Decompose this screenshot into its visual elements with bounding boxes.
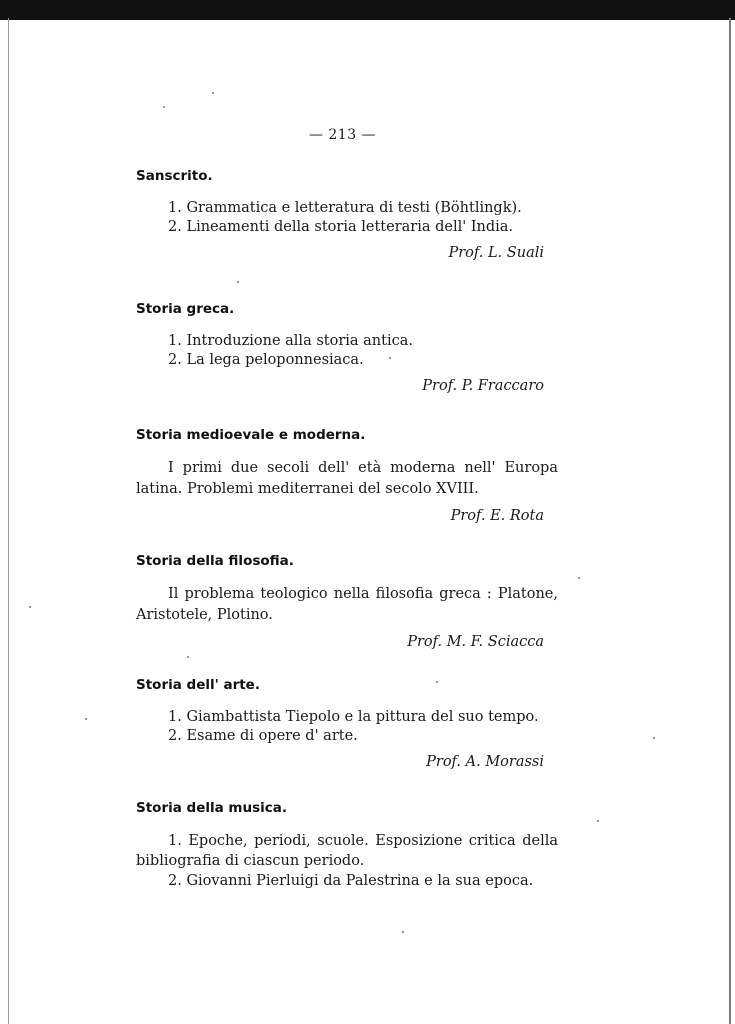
scan-speck [212, 92, 214, 94]
section-heading: Storia della musica. [136, 800, 288, 816]
professor-name: Prof. L. Suali [448, 245, 544, 261]
course-item: 1. Epoche, periodi, scuole. Esposizione critica della bibliografia di ciascun periodo. [136, 833, 558, 869]
scan-speck [653, 737, 655, 739]
course-item: 1. Grammatica e letteratura di testi (Böhtlingk). [168, 200, 522, 216]
scan-speck [402, 931, 404, 933]
section-heading: Storia greca. [136, 301, 235, 317]
scan-top-edge [0, 0, 735, 20]
scan-right-edge [729, 18, 731, 1024]
scan-speck [187, 656, 189, 658]
section-heading: Sanscrito. [136, 168, 213, 184]
professor-name: Prof. P. Fraccaro [422, 378, 544, 394]
section-storia-filosofia [136, 553, 558, 650]
course-description: I primi due secoli dell' età moderna nell' Europa latina. Problemi mediterranei del secolo XVIII. [136, 460, 558, 497]
section-storia-medioevale [136, 427, 558, 524]
section-storia-arte [136, 677, 558, 770]
professor-name: Prof. E. Rota [450, 508, 544, 524]
section-storia-musica [136, 800, 558, 891]
scan-speck [237, 281, 239, 283]
course-item: 2. Esame di opere d' arte. [168, 728, 358, 744]
scan-speck [85, 718, 87, 720]
section-heading: Storia medioevale e moderna. [136, 427, 366, 443]
course-item: 2. Giovanni Pierluigi da Palestrina e la sua epoca. [168, 873, 534, 889]
scan-speck [389, 357, 391, 359]
course-item: 2. Lineamenti della storia letteraria dell' India. [168, 219, 514, 235]
scan-left-edge [8, 18, 9, 1024]
professor-name: Prof. A. Morassi [426, 754, 544, 770]
course-item: 1. Giambattista Tiepolo e la pittura del suo tempo. [168, 709, 539, 725]
scan-speck [436, 681, 438, 683]
professor-name: Prof. M. F. Sciacca [407, 634, 544, 650]
scan-speck [578, 577, 580, 579]
section-storia-greca [136, 301, 558, 394]
scan-speck [597, 820, 599, 822]
scan-speck [29, 606, 31, 608]
scan-speck [163, 106, 165, 108]
page-number: — 213 — [308, 127, 377, 143]
section-sanscrito [136, 168, 558, 261]
section-heading: Storia della filosofia. [136, 553, 294, 569]
section-heading: Storia dell' arte. [136, 677, 260, 693]
course-description: Il problema teologico nella filosofia greca : Platone, Aristotele, Plotino. [136, 586, 558, 623]
course-item: 2. La lega peloponnesiaca. [168, 352, 364, 368]
course-item: 1. Introduzione alla storia antica. [168, 333, 413, 349]
